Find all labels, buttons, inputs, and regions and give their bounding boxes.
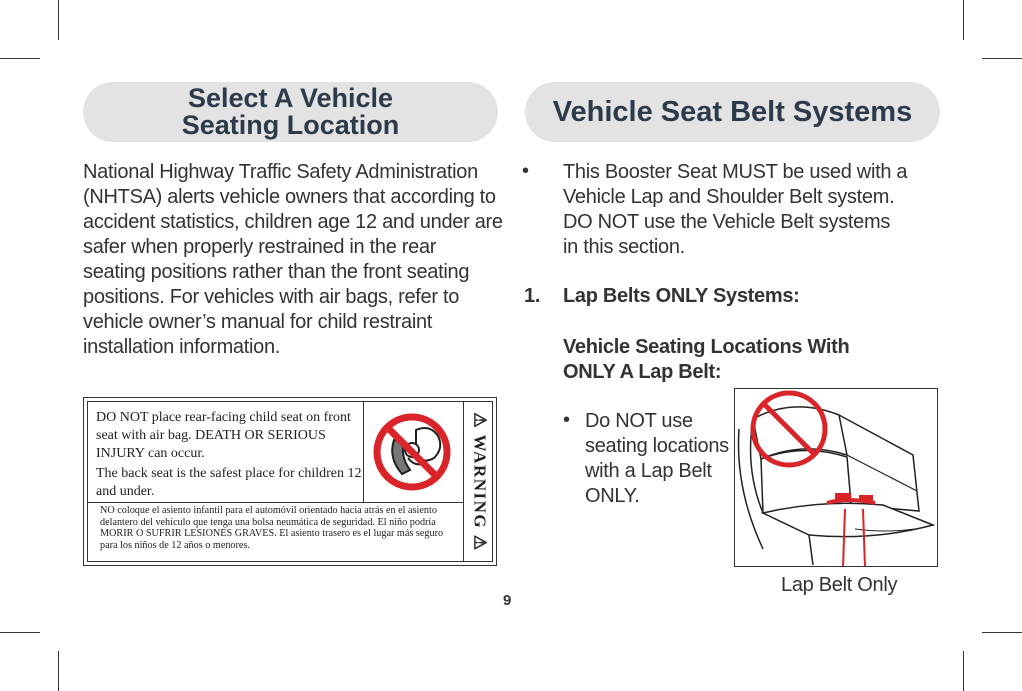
crop-mark [982,58,1022,59]
prohibited-lap-belt-seat-icon [734,388,938,567]
sub-heading: Vehicle Seating Locations With ONLY A Lap Belt: [563,336,850,383]
crop-mark [963,651,964,691]
warning-label [83,397,497,566]
crop-mark [963,0,964,40]
nhtsa-paragraph: National Highway Traffic Safety Administration (NHTSA) alerts vehicle owners that according to accident statistics, children age 12 and under are safer when properly restrained in the rear seating positions rather than the front seating positions. For vehicles with air bags, refer to vehicle owner’s manual for child restraint installation information. [83,161,503,358]
booster-seat-bullet: This Booster Seat MUST be used with a Vehicle Lap and Shoulder Belt system. DO NOT use the Vehicle Belt systems in this section. [563,161,908,258]
crop-mark [0,58,40,59]
warning-label-inner [87,401,493,562]
left-title-line1: Select A Vehicle [187,83,394,113]
no-rear-facing-seat-airbag-icon [368,410,458,495]
page-number: 9 [503,592,512,609]
left-title-line2: Seating Location [181,110,400,140]
warning-english-text [96,409,362,501]
left-section-title [83,82,498,142]
section-number: 1. [524,285,541,307]
warning-divider [463,402,464,561]
crop-mark [982,632,1022,633]
crop-mark [58,0,59,40]
figure-caption: Lap Belt Only [781,574,898,596]
crop-mark [58,651,59,691]
warning-english-line2: The back seat is the safest place for children 12 and under. [96,466,362,499]
warning-vertical-text: ⚠ WARNING ⚠ [471,411,490,552]
warning-spanish-text: NO coloque el asiento infantil para el automóvil orientado hacia atrás en el asiento delantero del vehículo que tenga una bolsa neumática de seguridad. El niño podría MORIR O SUFRIR LESIONES GRAVES. El asiento trasero es el lugar más seguro para los niños de 12 años o menores. [100,505,444,551]
bullet-dot: • [563,409,571,431]
section-heading: Lap Belts ONLY Systems: [563,285,800,307]
right-section-title: Vehicle Seat Belt Systems [525,82,940,142]
lap-belt-bullet: Do NOT use seating locations with a Lap Belt ONLY. [585,410,729,507]
crop-mark [0,632,40,633]
warning-vertical-label [466,402,494,561]
warning-divider [363,402,364,502]
warning-english-line1: DO NOT place rear-facing child seat on front seat with air bag. DEATH OR SERIOUS INJURY can occur. [96,410,351,461]
warning-divider [88,502,463,503]
bullet-dot: • [522,160,530,182]
